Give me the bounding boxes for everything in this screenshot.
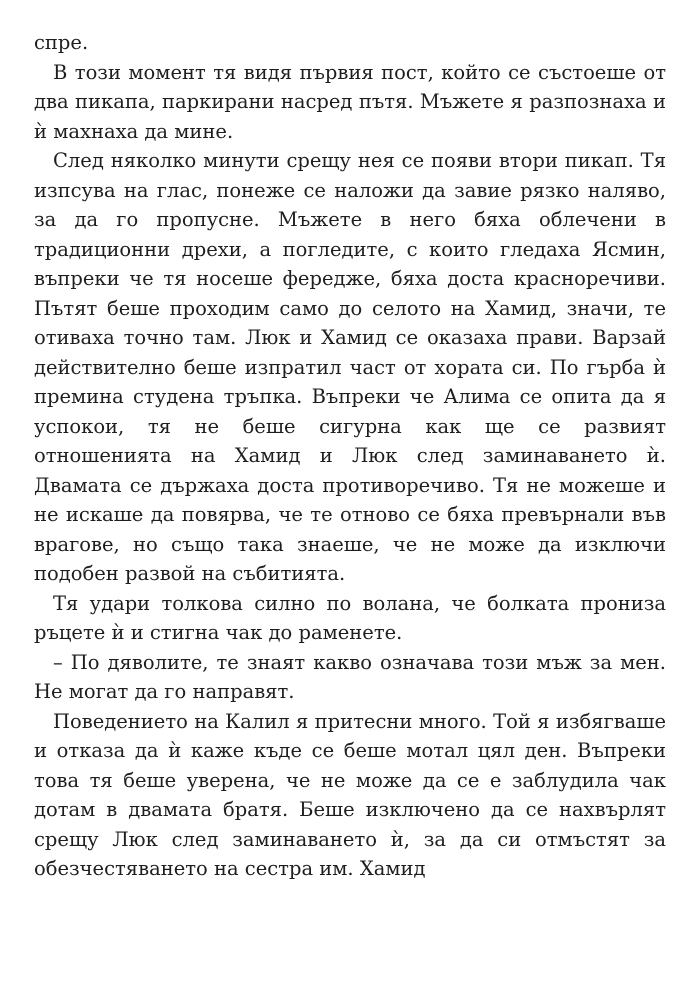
paragraph-first-checkpoint: В този момент тя видя първия пост, който се състоеше от два пикапа, паркирани насред пътя. Мъжете я разпознаха и ѝ махнаха да мине.	[34, 60, 666, 143]
paragraph-second-pickup: След няколко минути срещу нея се появи втори пикап. Тя изпсува на глас, понеже се наложи да завие рязко наляво, за да го пропусне. Мъжете в него бяха облечени в традиционни дрехи, а погледите, с които гледаха Ясмин, въпреки че тя носеше фередже, бяха доста красноречиви. Пътят беше проходим само до селото на Хамид, значи, те отиваха точно там. Люк и Хамид се оказаха прави. Варзай действително беше изпратил част от хората си. По гърба ѝ премина студена тръпка. Въпреки че Алима се опита да я успокои, тя не беше сигурна как ще се развият отношенията на Хамид и Люк след заминаването ѝ. Двамата се държаха доста противоречиво. Тя не можеше и не искаше да повярва, че те отново се бяха превърнали във врагове, но също така знаеше, че не може да изключи подобен развой на събитията.	[34, 149, 666, 585]
paragraph-kalil-behavior: Поведението на Калил я притесни много. Той я избягваше и отказа да ѝ каже къде се беше мотал цял ден. Въпреки това тя беше уверена, че не може да се е заблудила чак дотам в двамата братя. Беше изключено да се нахвърлят срещу Люк след заминаването ѝ, за да си отмъстят за обезчестяването на сестра им. Хамид	[34, 709, 666, 880]
paragraph-dialogue: – По дяволите, те знаят какво означава този мъж за мен. Не могат да го направят.	[34, 650, 666, 703]
paragraph-continuation: спре.	[34, 31, 89, 54]
paragraph-steering-wheel: Тя удари толкова силно по волана, че болката прониза ръцете ѝ и стигна чак до раменете.	[34, 591, 666, 644]
